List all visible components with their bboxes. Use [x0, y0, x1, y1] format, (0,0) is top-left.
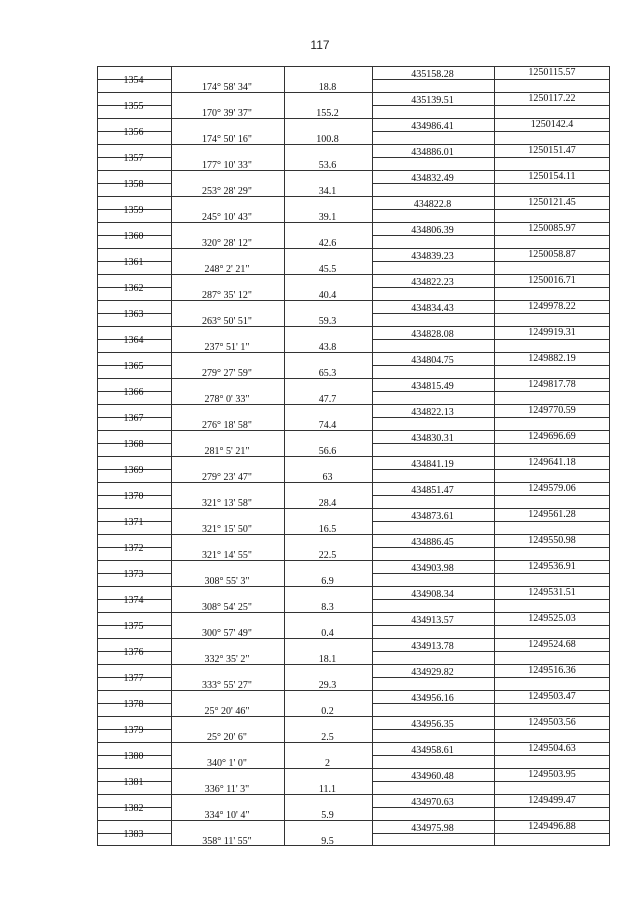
point-number: 1375 [123, 621, 144, 632]
angle-value: 25° 20' 46" [204, 706, 250, 717]
angle-value: 279° 23' 47" [202, 472, 252, 483]
angle-value: 300° 57' 49" [202, 628, 252, 639]
point-number: 1363 [123, 309, 144, 320]
length-value: 2.5 [321, 732, 334, 743]
x-coordinate: 434806.39 [411, 225, 454, 236]
length-value: 18.1 [318, 654, 337, 665]
point-number: 1380 [123, 751, 144, 762]
x-coordinate: 434804.75 [411, 355, 454, 366]
table-row [97, 820, 610, 846]
length-value: 18.8 [318, 82, 337, 93]
point-number: 1370 [123, 491, 144, 502]
x-coordinate: 434834.43 [411, 303, 454, 314]
angle-value: 321° 14' 55" [202, 550, 252, 561]
angle-value: 358° 11' 55" [202, 836, 252, 847]
table-row [97, 482, 610, 508]
point-number: 1361 [123, 257, 144, 268]
point-number: 1381 [123, 777, 144, 788]
angle-value: 321° 13' 58" [202, 498, 252, 509]
point-number: 1367 [123, 413, 144, 424]
y-coordinate: 1249525.03 [528, 613, 576, 624]
y-coordinate: 1249978.22 [528, 301, 576, 312]
x-coordinate: 434956.16 [411, 693, 454, 704]
angle-value: 276° 18' 58" [202, 420, 252, 431]
y-coordinate: 1249496.88 [528, 821, 576, 832]
angle-value: 320° 28' 12" [202, 238, 252, 249]
angle-value: 281° 5' 21" [204, 446, 250, 457]
y-coordinate: 1250058.87 [528, 249, 576, 260]
x-coordinate: 434886.01 [411, 147, 454, 158]
angle-value: 174° 58' 34" [202, 82, 252, 93]
x-coordinate: 434839.23 [411, 251, 454, 262]
x-coordinate: 434960.48 [411, 771, 454, 782]
length-value: 63 [322, 472, 333, 483]
table-row [97, 326, 610, 352]
x-coordinate: 434903.98 [411, 563, 454, 574]
table-row [97, 508, 610, 534]
length-value: 56.6 [318, 446, 337, 457]
angle-value: 170° 39' 37" [202, 108, 252, 119]
point-number: 1382 [123, 803, 144, 814]
table-row [97, 92, 610, 118]
angle-value: 263° 50' 51" [202, 316, 252, 327]
point-number: 1377 [123, 673, 144, 684]
point-number: 1368 [123, 439, 144, 450]
x-coordinate: 434958.61 [411, 745, 454, 756]
table-row [97, 742, 610, 768]
x-coordinate: 434908.34 [411, 589, 454, 600]
y-coordinate: 1250016.71 [528, 275, 576, 286]
y-coordinate: 1249579.06 [528, 483, 576, 494]
length-value: 59.3 [318, 316, 337, 327]
angle-value: 174° 50' 16" [202, 134, 252, 145]
y-coordinate: 1249503.47 [528, 691, 576, 702]
x-coordinate: 434815.49 [411, 381, 454, 392]
length-value: 100.8 [316, 134, 339, 145]
table-row [97, 274, 610, 300]
point-number: 1355 [123, 101, 144, 112]
table-row [97, 586, 610, 612]
y-coordinate: 1249696.69 [528, 431, 576, 442]
y-coordinate: 1250117.22 [528, 93, 576, 104]
y-coordinate: 1250151.47 [528, 145, 576, 156]
angle-value: 278° 0' 33" [204, 394, 250, 405]
table-row [97, 248, 610, 274]
length-value: 11.1 [318, 784, 337, 795]
point-number: 1379 [123, 725, 144, 736]
length-value: 9.5 [321, 836, 334, 847]
x-coordinate: 435139.51 [411, 95, 454, 106]
angle-value: 336° 11' 3" [204, 784, 250, 795]
y-coordinate: 1249641.18 [528, 457, 576, 468]
x-coordinate: 434828.08 [411, 329, 454, 340]
point-number: 1354 [123, 75, 144, 86]
length-value: 16.5 [318, 524, 337, 535]
x-coordinate: 434986.41 [411, 121, 454, 132]
point-number: 1376 [123, 647, 144, 658]
angle-value: 237° 51' 1" [204, 342, 250, 353]
x-coordinate: 434822.8 [413, 199, 452, 210]
table-row [97, 118, 610, 144]
table-row [97, 768, 610, 794]
table-row [97, 404, 610, 430]
y-coordinate: 1249531.51 [528, 587, 576, 598]
point-number: 1358 [123, 179, 144, 190]
point-number: 1365 [123, 361, 144, 372]
y-coordinate: 1249550.98 [528, 535, 576, 546]
point-number: 1366 [123, 387, 144, 398]
x-coordinate: 434830.31 [411, 433, 454, 444]
y-coordinate: 1249770.59 [528, 405, 576, 416]
y-coordinate: 1249919.31 [528, 327, 576, 338]
length-value: 47.7 [318, 394, 337, 405]
point-number: 1369 [123, 465, 144, 476]
length-value: 8.3 [321, 602, 334, 613]
length-value: 0.4 [321, 628, 334, 639]
table-row [97, 196, 610, 222]
x-coordinate: 434851.47 [411, 485, 454, 496]
x-coordinate: 434873.61 [411, 511, 454, 522]
point-number: 1359 [123, 205, 144, 216]
x-coordinate: 434970.63 [411, 797, 454, 808]
y-coordinate: 1249499.47 [528, 795, 576, 806]
angle-value: 308° 55' 3" [204, 576, 250, 587]
y-coordinate: 1249503.95 [528, 769, 576, 780]
y-coordinate: 1250085.97 [528, 223, 576, 234]
angle-value: 308° 54' 25" [202, 602, 252, 613]
point-number: 1357 [123, 153, 144, 164]
x-coordinate: 434822.13 [411, 407, 454, 418]
point-number: 1374 [123, 595, 144, 606]
table-row [97, 144, 610, 170]
x-coordinate: 434841.19 [411, 459, 454, 470]
length-value: 42.6 [318, 238, 337, 249]
point-number: 1371 [123, 517, 144, 528]
angle-value: 333° 55' 27" [202, 680, 252, 691]
survey-coordinates-table [97, 66, 610, 846]
point-number: 1362 [123, 283, 144, 294]
point-number: 1360 [123, 231, 144, 242]
length-value: 5.9 [321, 810, 334, 821]
point-number: 1373 [123, 569, 144, 580]
point-number: 1372 [123, 543, 144, 554]
table-row [97, 664, 610, 690]
y-coordinate: 1249882.19 [528, 353, 576, 364]
angle-value: 25° 20' 6" [207, 732, 247, 743]
length-value: 40.4 [318, 290, 337, 301]
table-row [97, 612, 610, 638]
table-row [97, 300, 610, 326]
length-value: 45.5 [318, 264, 337, 275]
y-coordinate: 1249504.63 [528, 743, 576, 754]
table-row [97, 456, 610, 482]
angle-value: 248° 2' 21" [204, 264, 250, 275]
y-coordinate: 1249503.56 [528, 717, 576, 728]
table-row [97, 352, 610, 378]
table-row [97, 66, 610, 92]
angle-value: 279° 27' 59" [202, 368, 252, 379]
y-coordinate: 1249817.78 [528, 379, 576, 390]
x-coordinate: 435158.28 [411, 69, 454, 80]
angle-value: 177° 10' 33" [202, 160, 252, 171]
angle-value: 340° 1' 0" [207, 758, 247, 769]
angle-value: 332° 35' 2" [204, 654, 250, 665]
y-coordinate: 1249524.68 [528, 639, 576, 650]
x-coordinate: 434913.78 [411, 641, 454, 652]
y-coordinate: 1250121.45 [528, 197, 576, 208]
y-coordinate: 1250115.57 [528, 67, 576, 78]
point-number: 1383 [123, 829, 144, 840]
length-value: 2 [325, 758, 330, 769]
angle-value: 321° 15' 50" [202, 524, 252, 535]
length-value: 53.6 [318, 160, 337, 171]
length-value: 74.4 [318, 420, 337, 431]
page-number: 117 [310, 38, 330, 52]
angle-value: 245° 10' 43" [202, 212, 252, 223]
table-row [97, 534, 610, 560]
y-coordinate: 1250142.4 [530, 119, 574, 130]
table-row [97, 430, 610, 456]
x-coordinate: 434832.49 [411, 173, 454, 184]
table-row [97, 794, 610, 820]
length-value: 28.4 [318, 498, 337, 509]
point-number: 1364 [123, 335, 144, 346]
y-coordinate: 1249516.36 [528, 665, 576, 676]
length-value: 39.1 [318, 212, 337, 223]
length-value: 34.1 [318, 186, 337, 197]
table-row [97, 716, 610, 742]
table-row [97, 690, 610, 716]
length-value: 155.2 [316, 108, 339, 119]
table-row [97, 378, 610, 404]
table-row [97, 560, 610, 586]
x-coordinate: 434956.35 [411, 719, 454, 730]
length-value: 43.8 [318, 342, 337, 353]
length-value: 0.2 [321, 706, 334, 717]
length-value: 29.3 [318, 680, 337, 691]
angle-value: 253° 28' 29" [202, 186, 252, 197]
y-coordinate: 1249561.28 [528, 509, 576, 520]
x-coordinate: 434929.82 [411, 667, 454, 678]
point-number: 1378 [123, 699, 144, 710]
table-row [97, 170, 610, 196]
x-coordinate: 434886.45 [411, 537, 454, 548]
table-row [97, 638, 610, 664]
x-coordinate: 434913.57 [411, 615, 454, 626]
table-row [97, 222, 610, 248]
length-value: 65.3 [318, 368, 337, 379]
angle-value: 287° 35' 12" [202, 290, 252, 301]
length-value: 22.5 [318, 550, 337, 561]
angle-value: 334° 10' 4" [204, 810, 250, 821]
y-coordinate: 1250154.11 [528, 171, 576, 182]
x-coordinate: 434822.23 [411, 277, 454, 288]
y-coordinate: 1249536.91 [528, 561, 576, 572]
x-coordinate: 434975.98 [411, 823, 454, 834]
length-value: 6.9 [321, 576, 334, 587]
point-number: 1356 [123, 127, 144, 138]
